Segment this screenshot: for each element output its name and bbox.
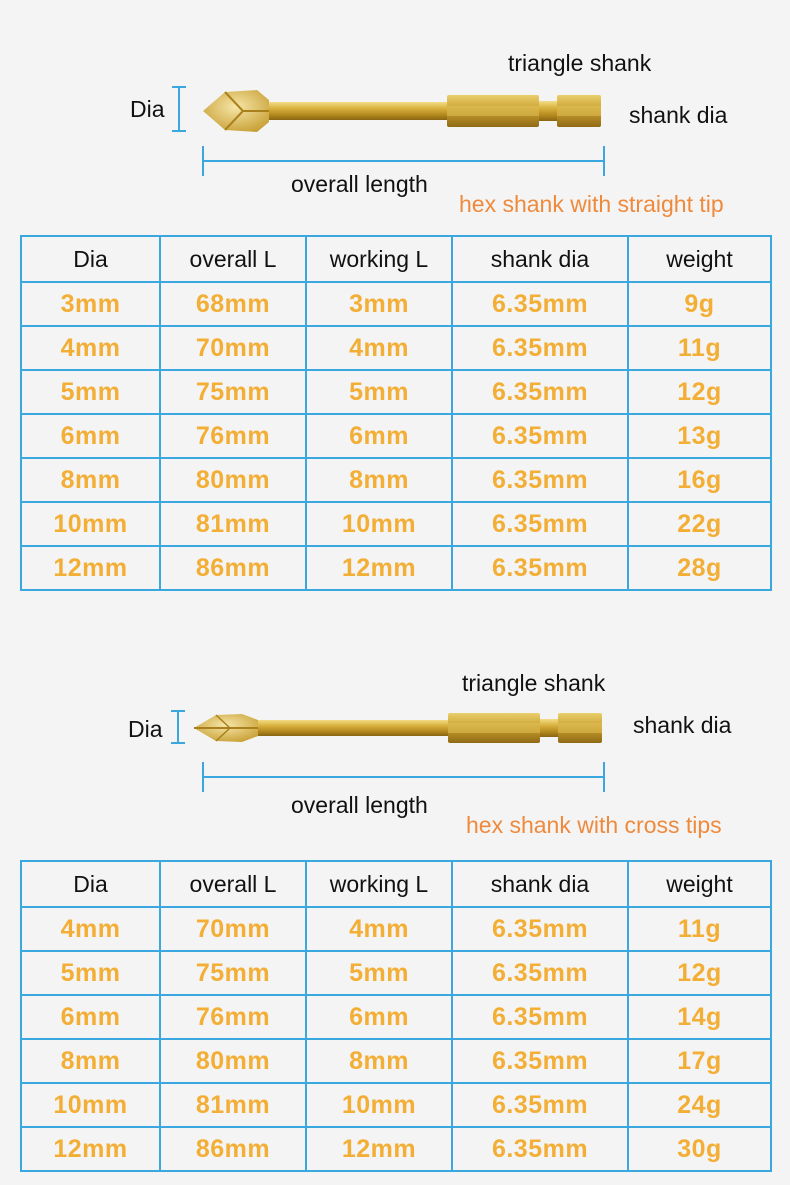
triangle-shank-label: triangle shank: [508, 50, 652, 76]
section-caption: hex shank with cross tips: [466, 812, 722, 838]
cell-dia: 8mm: [21, 1039, 160, 1083]
dia-label: Dia: [130, 96, 165, 122]
col-header-weight: weight: [628, 236, 771, 282]
col-header-shank-dia: shank dia: [452, 236, 628, 282]
cell-dia: 5mm: [21, 370, 160, 414]
cell-shank-dia: 6.35mm: [452, 458, 628, 502]
spec-table: [20, 860, 772, 1172]
cell-shank-dia: 6.35mm: [452, 502, 628, 546]
col-header-overall-length: overall L: [160, 861, 306, 907]
overall-length-label: overall length: [291, 171, 428, 197]
table-row: [21, 414, 771, 458]
cell-shank-dia: 6.35mm: [452, 282, 628, 326]
col-header-shank-dia: shank dia: [452, 861, 628, 907]
cell-overall-length: 68mm: [160, 282, 306, 326]
cell-dia: 4mm: [21, 907, 160, 951]
spec-table: [20, 235, 772, 591]
table-row: [21, 326, 771, 370]
cell-weight: 11g: [628, 326, 771, 370]
cell-shank-dia: 6.35mm: [452, 414, 628, 458]
cell-dia: 8mm: [21, 458, 160, 502]
table-row: [21, 1039, 771, 1083]
table-row: [21, 370, 771, 414]
cell-overall-length: 70mm: [160, 907, 306, 951]
cell-working-length: 4mm: [306, 907, 452, 951]
col-header-dia: Dia: [21, 861, 160, 907]
table-row: [21, 546, 771, 590]
col-header-dia: Dia: [21, 236, 160, 282]
dia-label: Dia: [128, 716, 163, 742]
cell-overall-length: 76mm: [160, 995, 306, 1039]
section-cross-tips: [0, 620, 790, 1185]
cell-dia: 6mm: [21, 414, 160, 458]
cell-weight: 13g: [628, 414, 771, 458]
cell-weight: 11g: [628, 907, 771, 951]
cell-weight: 16g: [628, 458, 771, 502]
cell-working-length: 4mm: [306, 326, 452, 370]
cell-dia: 12mm: [21, 1127, 160, 1171]
cell-overall-length: 86mm: [160, 546, 306, 590]
cell-overall-length: 76mm: [160, 414, 306, 458]
table-row: [21, 1083, 771, 1127]
cell-working-length: 8mm: [306, 458, 452, 502]
cell-working-length: 8mm: [306, 1039, 452, 1083]
overall-length-label: overall length: [291, 792, 428, 818]
cell-dia: 10mm: [21, 502, 160, 546]
bit-diagram: [0, 0, 790, 230]
cell-shank-dia: 6.35mm: [452, 1039, 628, 1083]
col-header-working-length: working L: [306, 861, 452, 907]
cell-overall-length: 75mm: [160, 370, 306, 414]
cell-working-length: 5mm: [306, 370, 452, 414]
shank-dia-label: shank dia: [629, 102, 728, 128]
cell-weight: 14g: [628, 995, 771, 1039]
drill-bit-cross-tips-image: [190, 708, 610, 748]
drill-bit-straight-tip-image: [195, 86, 615, 136]
cell-working-length: 10mm: [306, 1083, 452, 1127]
cell-shank-dia: 6.35mm: [452, 370, 628, 414]
table-header-row: [21, 861, 771, 907]
col-header-overall-length: overall L: [160, 236, 306, 282]
table-row: [21, 907, 771, 951]
cell-weight: 24g: [628, 1083, 771, 1127]
cell-working-length: 6mm: [306, 414, 452, 458]
cell-dia: 12mm: [21, 546, 160, 590]
cell-overall-length: 70mm: [160, 326, 306, 370]
cell-working-length: 3mm: [306, 282, 452, 326]
cell-shank-dia: 6.35mm: [452, 907, 628, 951]
cell-working-length: 12mm: [306, 546, 452, 590]
cell-overall-length: 75mm: [160, 951, 306, 995]
cell-weight: 30g: [628, 1127, 771, 1171]
col-header-working-length: working L: [306, 236, 452, 282]
cell-weight: 12g: [628, 370, 771, 414]
cell-shank-dia: 6.35mm: [452, 546, 628, 590]
cell-dia: 3mm: [21, 282, 160, 326]
cell-dia: 10mm: [21, 1083, 160, 1127]
cell-weight: 9g: [628, 282, 771, 326]
shank-dia-label: shank dia: [633, 712, 732, 738]
cell-weight: 17g: [628, 1039, 771, 1083]
table-header-row: [21, 236, 771, 282]
cell-overall-length: 81mm: [160, 1083, 306, 1127]
table-row: [21, 282, 771, 326]
cell-overall-length: 80mm: [160, 1039, 306, 1083]
cell-working-length: 10mm: [306, 502, 452, 546]
cell-dia: 4mm: [21, 326, 160, 370]
cell-shank-dia: 6.35mm: [452, 951, 628, 995]
table-row: [21, 502, 771, 546]
triangle-shank-label: triangle shank: [462, 670, 606, 696]
cell-shank-dia: 6.35mm: [452, 1127, 628, 1171]
cell-dia: 6mm: [21, 995, 160, 1039]
cell-shank-dia: 6.35mm: [452, 995, 628, 1039]
cell-overall-length: 86mm: [160, 1127, 306, 1171]
cell-working-length: 5mm: [306, 951, 452, 995]
cell-weight: 22g: [628, 502, 771, 546]
cell-dia: 5mm: [21, 951, 160, 995]
cell-weight: 12g: [628, 951, 771, 995]
col-header-weight: weight: [628, 861, 771, 907]
cell-working-length: 6mm: [306, 995, 452, 1039]
cell-weight: 28g: [628, 546, 771, 590]
cell-shank-dia: 6.35mm: [452, 1083, 628, 1127]
cell-overall-length: 81mm: [160, 502, 306, 546]
table-row: [21, 1127, 771, 1171]
table-row: [21, 951, 771, 995]
table-row: [21, 995, 771, 1039]
table-row: [21, 458, 771, 502]
bit-diagram: [0, 620, 790, 850]
cell-working-length: 12mm: [306, 1127, 452, 1171]
cell-overall-length: 80mm: [160, 458, 306, 502]
cell-shank-dia: 6.35mm: [452, 326, 628, 370]
section-caption: hex shank with straight tip: [459, 191, 724, 217]
